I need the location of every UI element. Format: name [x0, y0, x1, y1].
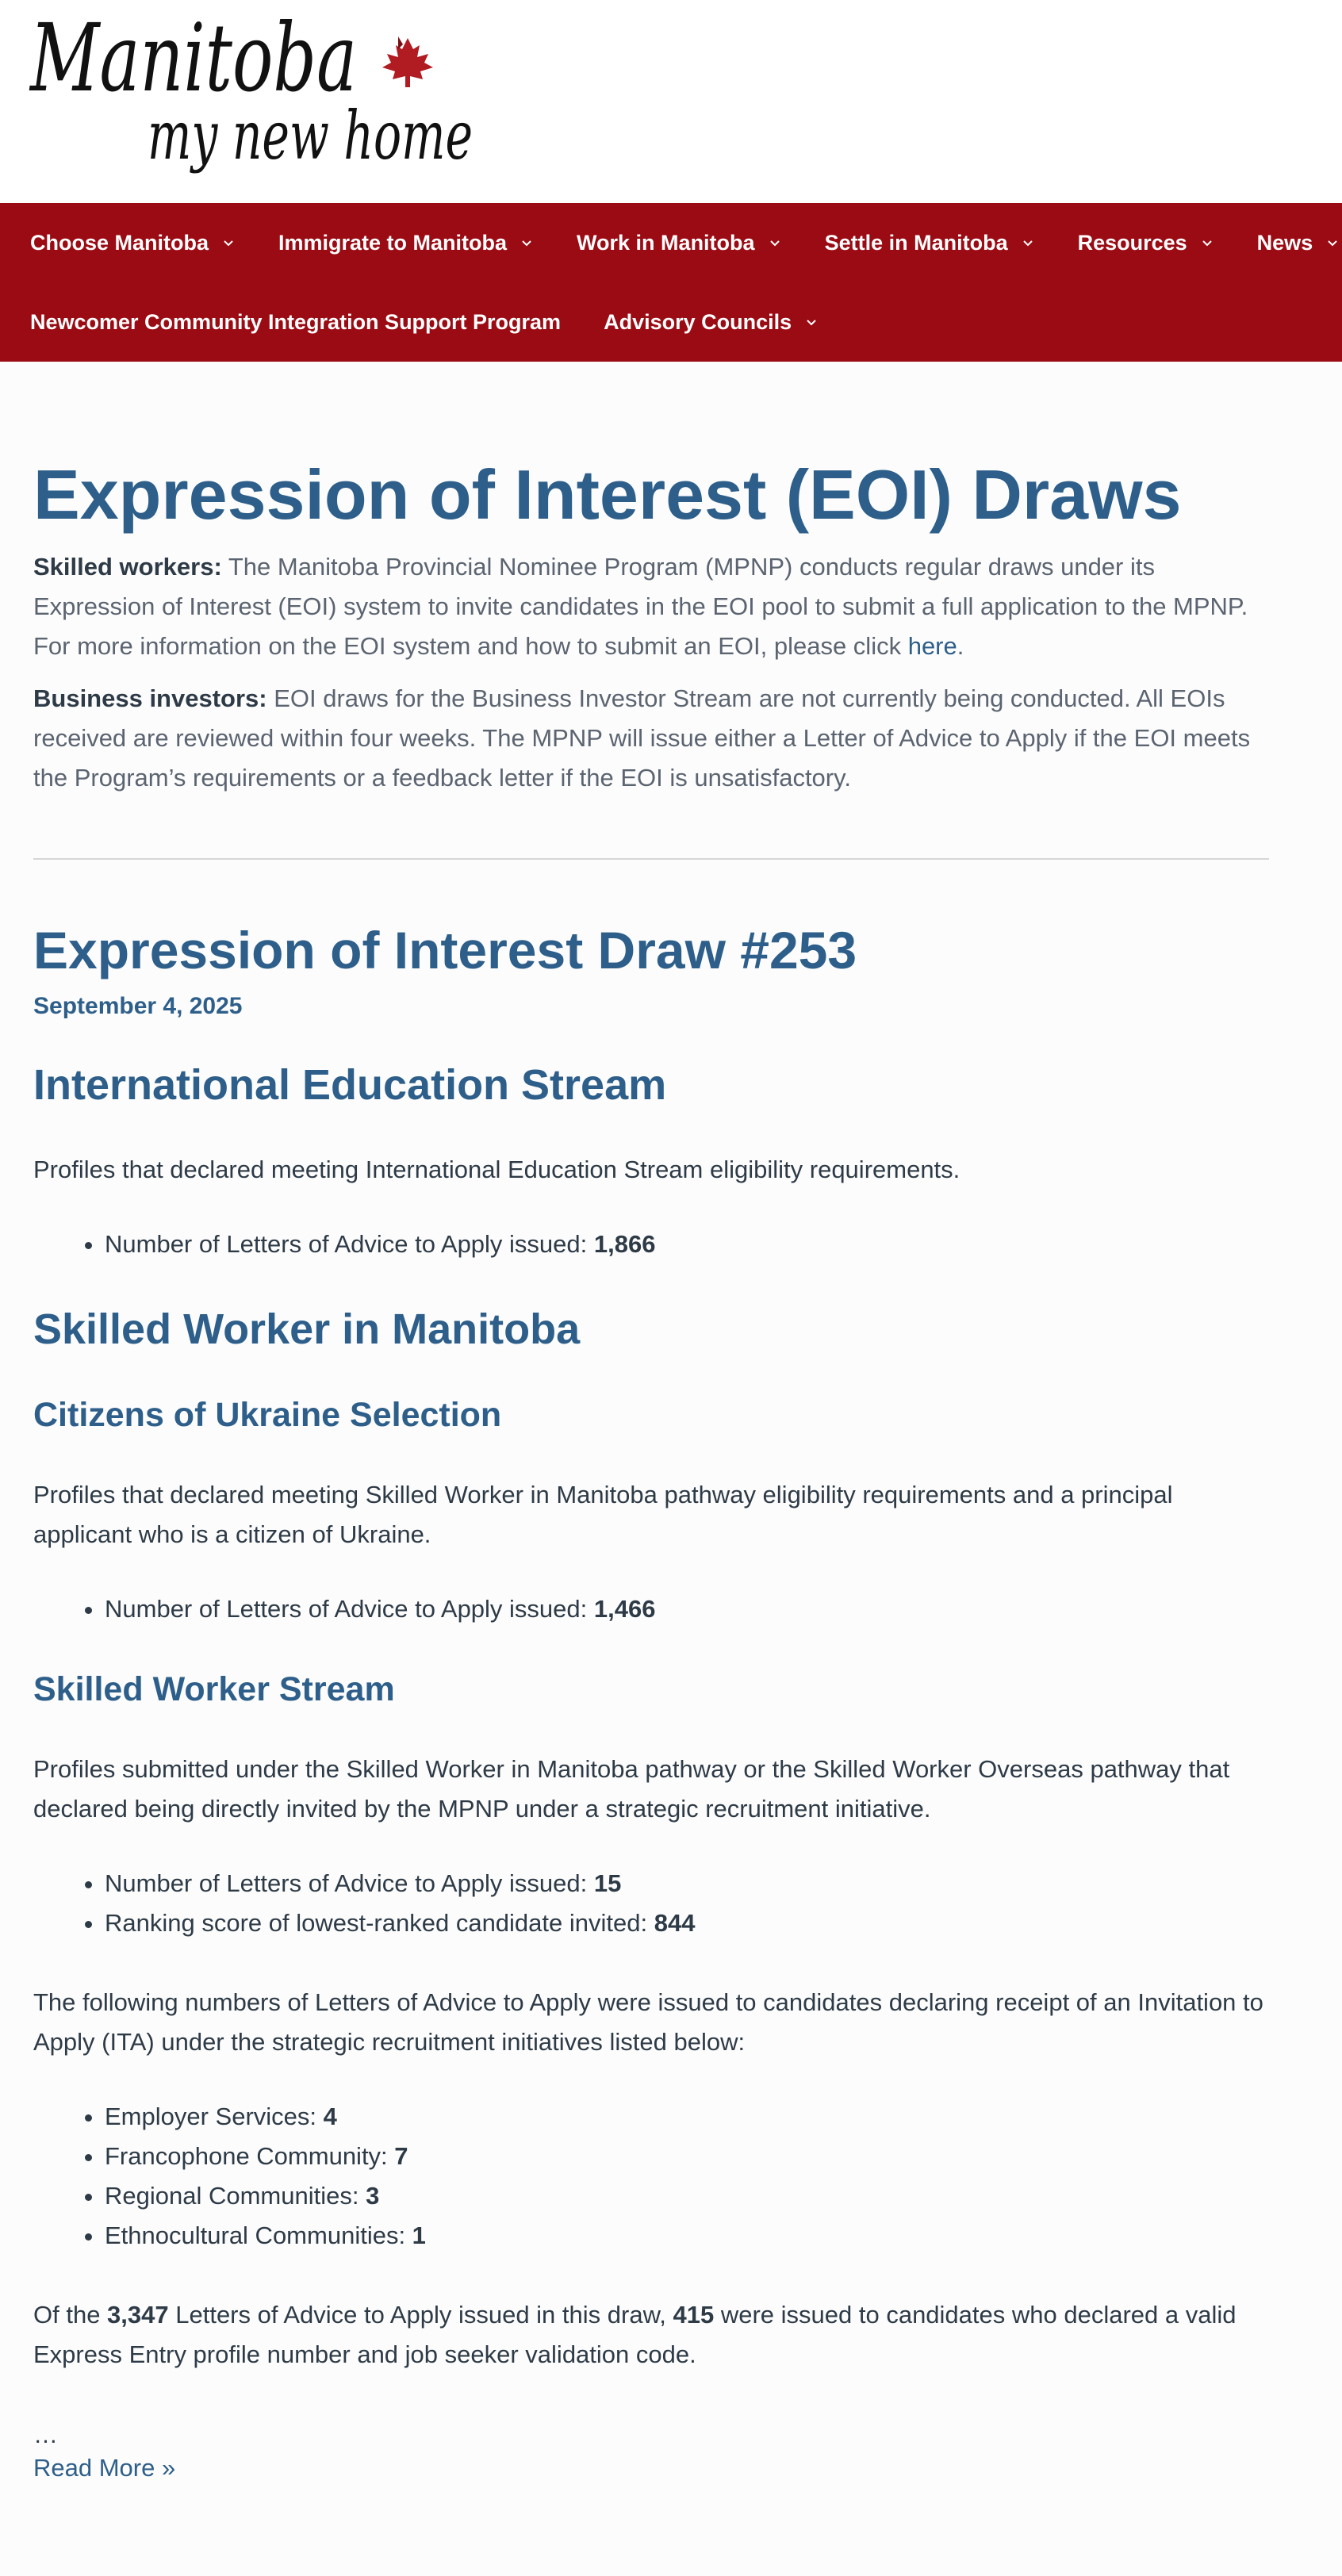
- summary-express-entry: 415: [673, 2301, 715, 2329]
- business-investors-label: Business investors:: [33, 684, 267, 712]
- international-education-desc: Profiles that declared meeting International Education Stream eligibility requirements.: [33, 1156, 960, 1183]
- ita-desc: The following numbers of Letters of Advice to Apply were issued to candidates declaring receipt of an Invitation to Apply (ITA) under the strategic recruitment initiatives listed below:: [33, 1988, 1263, 2056]
- item-value: 3: [366, 2182, 380, 2210]
- nav-item-news[interactable]: [1257, 231, 1340, 255]
- nav-label: Work in Manitoba: [577, 230, 755, 255]
- chevron-down-icon: [1200, 236, 1214, 250]
- skilled-workers-text: The Manitoba Provincial Nominee Program (MPNP) conducts regular draws under its Expression of Interest (EOI) system to invite candidates in the EOI pool to submit a full application to the MPNP. For more information on the EOI system and how to submit an EOI, please click: [33, 553, 1248, 660]
- divider: [33, 858, 1269, 860]
- list-item: [105, 1864, 1309, 1903]
- chevron-down-icon: [768, 236, 782, 250]
- item-label: Regional Communities:: [105, 2182, 366, 2210]
- nav-item-choose-manitoba[interactable]: [30, 231, 236, 255]
- skilled-workers-label: Skilled workers:: [33, 553, 222, 581]
- list-item: [105, 2176, 1309, 2216]
- main-content: [0, 362, 1342, 2486]
- item-label: Ethnocultural Communities:: [105, 2221, 412, 2249]
- summary-text-1: Of the: [33, 2301, 108, 2329]
- item-value: 844: [654, 1909, 696, 1937]
- chevron-down-icon: [221, 236, 236, 250]
- nav-label: Settle in Manitoba: [824, 230, 1008, 255]
- skilled-workers-paragraph: [33, 547, 1271, 666]
- nav-label: Choose Manitoba: [30, 230, 209, 255]
- list-item: [105, 1225, 1309, 1264]
- item-value: 1: [412, 2221, 426, 2249]
- item-label: Employer Services:: [105, 2103, 324, 2130]
- international-education-heading: International Education Stream: [33, 1061, 667, 1109]
- nav-label: Advisory Councils: [604, 309, 792, 334]
- skilled-worker-in-manitoba-heading: Skilled Worker in Manitoba: [33, 1305, 581, 1353]
- maple-leaf-icon: [382, 36, 433, 87]
- list-item: [105, 1589, 1309, 1629]
- skilled-worker-stream-list: [33, 1864, 1309, 1943]
- ita-list: [33, 2097, 1309, 2256]
- chevron-down-icon: [804, 315, 819, 329]
- summary-text-2: Letters of Advice to Apply issued in this draw,: [168, 2301, 673, 2329]
- draw-title: Expression of Interest Draw #253: [33, 921, 857, 979]
- page-title: Expression of Interest (EOI) Draws: [33, 455, 1182, 534]
- chevron-down-icon: [1325, 236, 1340, 250]
- item-value: 15: [593, 1869, 622, 1897]
- logo-line1: Manitoba: [29, 3, 357, 113]
- nav-label: News: [1256, 230, 1313, 255]
- nav-row-1: [30, 203, 1342, 282]
- skilled-worker-stream-desc: Profiles submitted under the Skilled Worker in Manitoba pathway or the Skilled Worker Overseas pathway that declared being directly invited by the MPNP under a strategic recruitment initiative.: [33, 1755, 1230, 1823]
- citizens-of-ukraine-heading: Citizens of Ukraine Selection: [33, 1396, 502, 1434]
- here-link[interactable]: here: [907, 632, 957, 660]
- list-item: [105, 2137, 1309, 2176]
- skilled-workers-end: .: [957, 632, 964, 660]
- list-item: [105, 2097, 1309, 2137]
- summary-paragraph: [33, 2295, 1271, 2375]
- international-education-list: [33, 1225, 1309, 1264]
- item-label: Number of Letters of Advice to Apply issued:: [105, 1595, 594, 1623]
- citizens-of-ukraine-desc: Profiles that declared meeting Skilled Worker in Manitoba pathway eligibility requirements and a principal applicant who is a citizen of Ukraine.: [33, 1481, 1173, 1548]
- ellipsis: …: [33, 2421, 58, 2448]
- summary-text-3: were issued to candidates who declared a valid Express Entry profile number and job seeker validation code.: [33, 2301, 1237, 2368]
- chevron-down-icon: [520, 236, 534, 250]
- summary-total: 3,347: [107, 2301, 169, 2329]
- item-value: 4: [323, 2103, 337, 2130]
- nav-item-immigrate-to-manitoba[interactable]: [278, 231, 534, 255]
- nav-item-work-in-manitoba[interactable]: [577, 231, 782, 255]
- nav-row-2: [30, 282, 1342, 362]
- skilled-worker-stream-heading: Skilled Worker Stream: [33, 1670, 395, 1708]
- draw-date: September 4, 2025: [33, 993, 243, 1019]
- item-value: 1,866: [593, 1230, 656, 1258]
- nav-label: Immigrate to Manitoba: [278, 230, 508, 255]
- list-item: [105, 1903, 1309, 1943]
- business-investors-paragraph: [33, 679, 1271, 798]
- item-label: Number of Letters of Advice to Apply issued:: [105, 1230, 594, 1258]
- citizens-of-ukraine-list: [33, 1589, 1309, 1629]
- list-item: [105, 2216, 1309, 2256]
- nav-label: Resources: [1077, 230, 1187, 255]
- nav-item-newcomer-community-integration-support-program[interactable]: [30, 310, 561, 335]
- item-value: 7: [394, 2142, 408, 2170]
- nav-item-advisory-councils[interactable]: [604, 310, 819, 335]
- item-value: 1,466: [593, 1595, 656, 1623]
- item-label: Ranking score of lowest-ranked candidate invited:: [105, 1909, 654, 1937]
- main-nav: [0, 203, 1342, 362]
- nav-item-resources[interactable]: [1078, 231, 1214, 255]
- site-header: [0, 0, 1342, 203]
- logo-line2: my new home: [148, 97, 473, 174]
- chevron-down-icon: [1021, 236, 1035, 250]
- nav-label: Newcomer Community Integration Support Program: [30, 309, 562, 334]
- item-label: Number of Letters of Advice to Apply issued:: [105, 1869, 594, 1897]
- business-investors-text: EOI draws for the Business Investor Stream are not currently being conducted. All EOIs received are reviewed within four weeks. The MPNP will issue either a Letter of Advice to Apply if the EOI meets the Program’s requirements or a feedback letter if the EOI is unsatisfactory.: [33, 684, 1251, 792]
- read-more-link[interactable]: Read More »: [33, 2454, 176, 2482]
- site-logo[interactable]: [29, 3, 489, 186]
- nav-item-settle-in-manitoba[interactable]: [825, 231, 1035, 255]
- item-label: Francophone Community:: [105, 2142, 395, 2170]
